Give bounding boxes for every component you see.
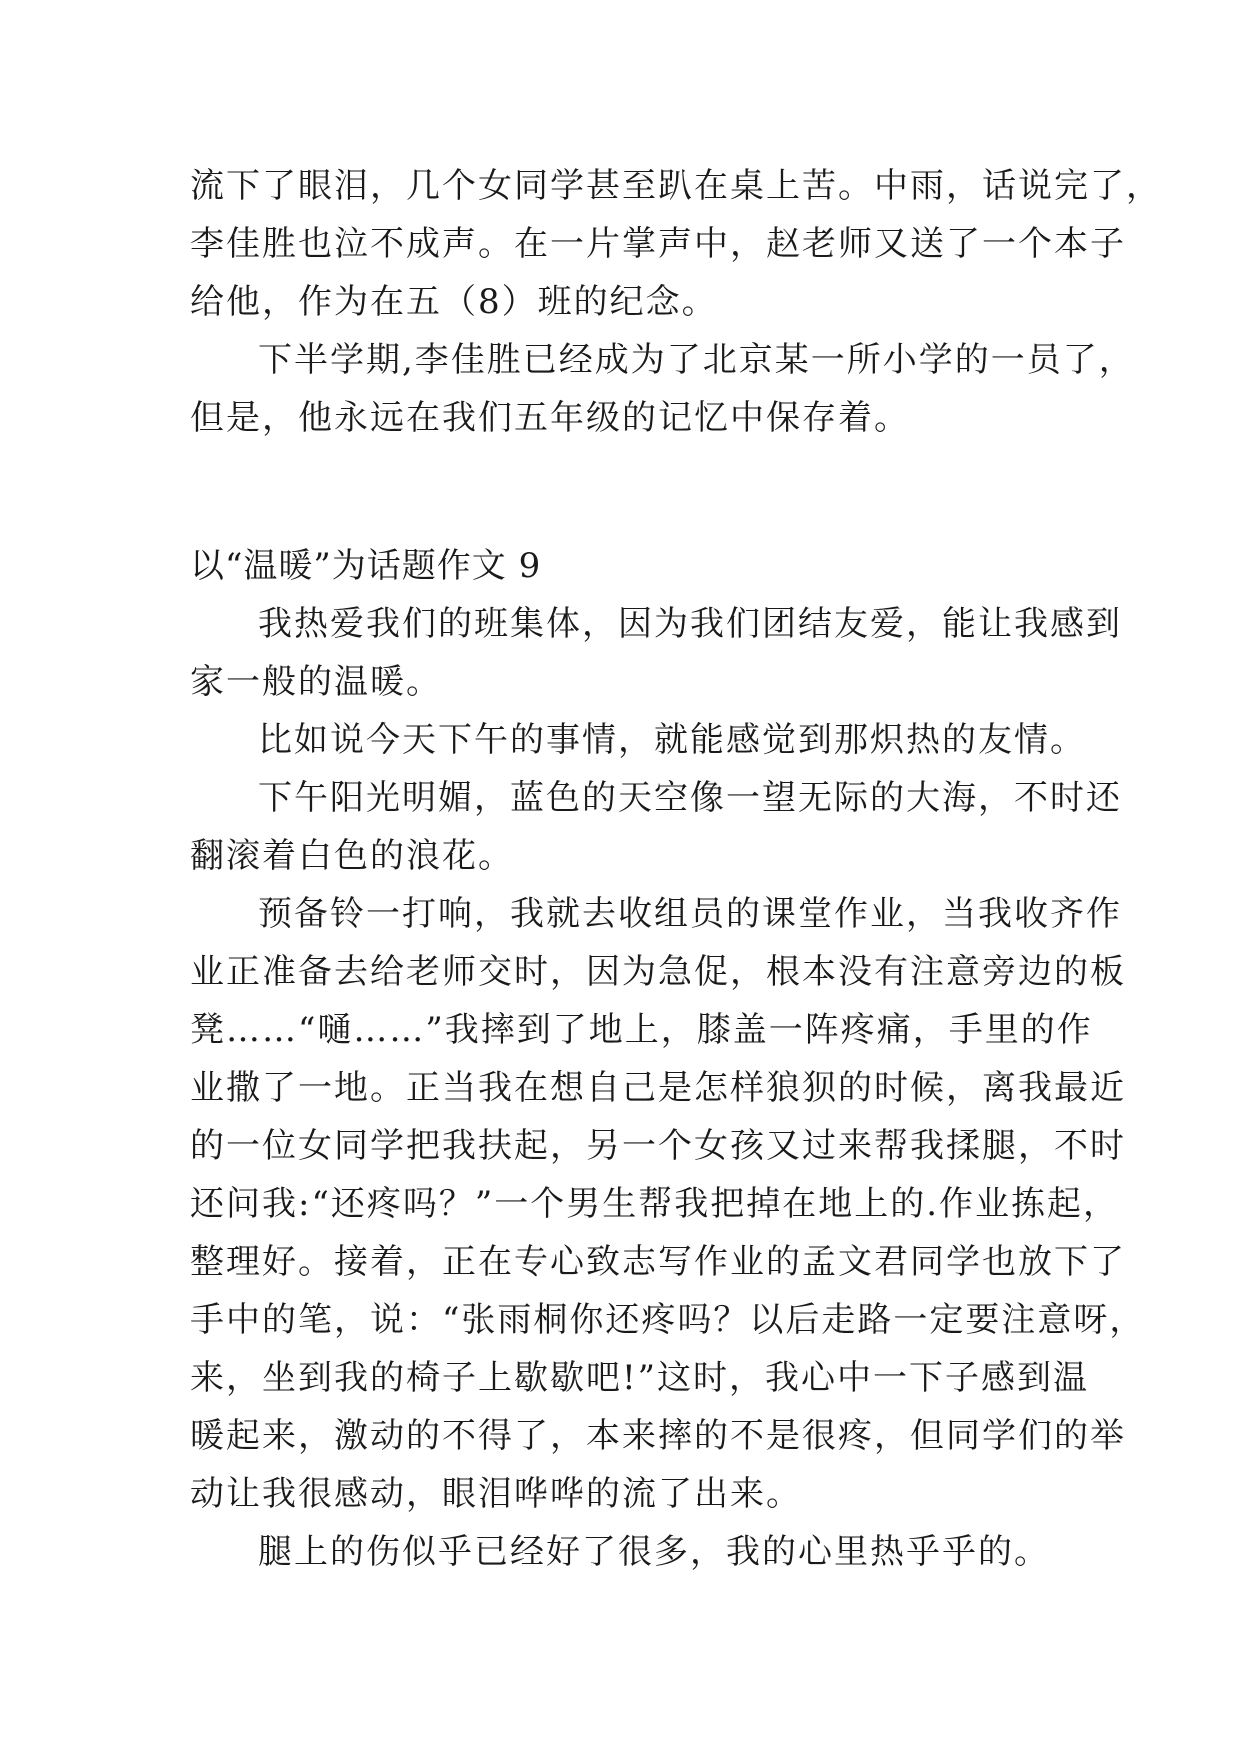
text-line: 业正准备去给老师交时，因为急促，根本没有注意旁边的板 — [190, 952, 1126, 992]
text-line: 业撒了一地。正当我在想自己是怎样狼狈的时候，离我最近 — [190, 1068, 1126, 1108]
text-line: 腿上的伤似乎已经好了很多，我的心里热乎乎的。 — [258, 1532, 1050, 1572]
text-line: 比如说今天下午的事情，就能感觉到那炽热的友情。 — [258, 720, 1086, 760]
text-line: 但是，他永远在我们五年级的记忆中保存着。 — [190, 398, 910, 438]
document-body — [190, 157, 1162, 1581]
paragraph — [190, 595, 1122, 711]
text-line: 暖起来，激动的不得了，本来摔的不是很疼，但同学们的举 — [190, 1416, 1126, 1456]
text-line: 我热爱我们的班集体，因为我们团结友爱，能让我感到 — [258, 604, 1122, 644]
text-line: 家一般的温暖。 — [190, 662, 442, 702]
text-line: 预备铃一打响，我就去收组员的课堂作业，当我收齐作 — [258, 894, 1122, 934]
paragraph — [190, 885, 1146, 1523]
text-line: 李佳胜也泣不成声。在一片掌声中，赵老师又送了一个本子 — [190, 224, 1126, 264]
paragraph — [190, 711, 1086, 769]
text-line: 下午阳光明媚，蓝色的天空像一望无际的大海，不时还 — [258, 778, 1122, 818]
paragraph-continuation — [190, 157, 1162, 331]
text-line: 给他，作为在五（8）班的纪念。 — [190, 282, 718, 322]
text-line: 流下了眼泪，几个女同学甚至趴在桌上苦。中雨，话说完了， — [190, 166, 1162, 206]
text-line: 来，坐到我的椅子上歇歇吧!”这时，我心中一下子感到温 — [190, 1358, 1090, 1398]
paragraph — [190, 331, 1135, 447]
text-line: 手中的笔，说：“张雨桐你还疼吗？以后走路一定要注意呀， — [190, 1300, 1146, 1340]
paragraph — [190, 1523, 1062, 1581]
section-spacer — [190, 447, 1062, 537]
text-line: 整理好。接着，正在专心致志写作业的孟文君同学也放下了 — [190, 1242, 1126, 1282]
text-line: 的一位女同学把我扶起，另一个女孩又过来帮我揉腿，不时 — [190, 1126, 1126, 1166]
text-line: 动让我很感动，眼泪哗哗的流了出来。 — [190, 1474, 802, 1514]
paragraph — [190, 769, 1122, 885]
essay-title: 以“温暖”为话题作文 9 — [190, 546, 542, 586]
text-line: 下半学期,李佳胜已经成为了北京某一所小学的一员了， — [258, 340, 1135, 380]
text-line: 凳……“嗵……”我摔到了地上，膝盖一阵疼痛，手里的作 — [190, 1010, 1093, 1050]
text-line: 还问我:“还疼吗？”一个男生帮我把掉在地上的.作业拣起， — [190, 1184, 1120, 1224]
text-line: 翻滚着白色的浪花。 — [190, 836, 514, 876]
